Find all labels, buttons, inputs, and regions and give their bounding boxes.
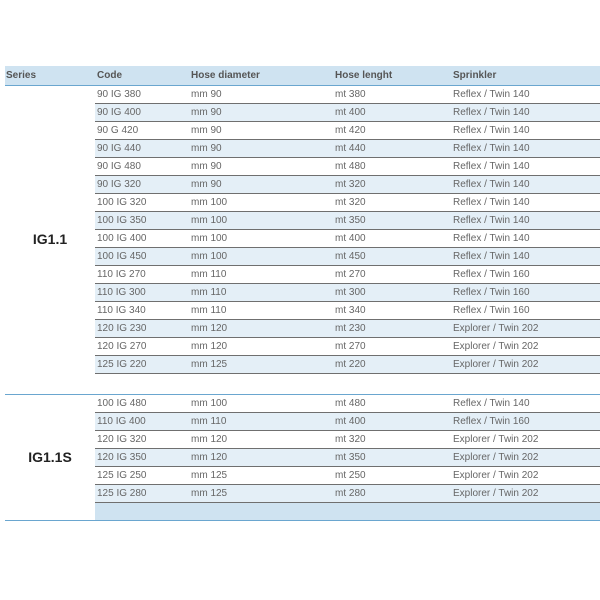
table-row bbox=[95, 212, 600, 230]
cell-code: 90 IG 400 bbox=[97, 107, 141, 118]
cell-hose-length: mt 220 bbox=[335, 359, 366, 370]
cell-hose-length: mt 400 bbox=[335, 233, 366, 244]
table-row bbox=[95, 449, 600, 467]
cell-hose-length: mt 400 bbox=[335, 107, 366, 118]
cell-sprinkler: Explorer / Twin 202 bbox=[453, 470, 539, 481]
cell-sprinkler: Reflex / Twin 140 bbox=[453, 251, 530, 262]
group-spacer bbox=[95, 374, 600, 394]
cell-hose-diameter: mm 100 bbox=[191, 215, 228, 226]
cell-hose-length: mt 400 bbox=[335, 416, 366, 427]
table-row bbox=[95, 122, 600, 140]
table-row bbox=[95, 104, 600, 122]
cell-sprinkler: Reflex / Twin 160 bbox=[453, 305, 530, 316]
series-group bbox=[5, 395, 600, 521]
cell-code: 125 IG 220 bbox=[97, 359, 147, 370]
cell-hose-length: mt 420 bbox=[335, 125, 366, 136]
cell-hose-length: mt 270 bbox=[335, 269, 366, 280]
cell-code: 90 IG 380 bbox=[97, 89, 141, 100]
table-row bbox=[95, 140, 600, 158]
cell-hose-length: mt 340 bbox=[335, 305, 366, 316]
cell-code: 125 IG 280 bbox=[97, 488, 147, 499]
cell-code: 120 IG 270 bbox=[97, 341, 147, 352]
cell-code: 120 IG 320 bbox=[97, 434, 147, 445]
cell-sprinkler: Reflex / Twin 140 bbox=[453, 161, 530, 172]
cell-code: 100 IG 400 bbox=[97, 233, 147, 244]
table-row bbox=[95, 356, 600, 374]
table-row bbox=[95, 320, 600, 338]
table-row bbox=[95, 86, 600, 104]
cell-code: 110 IG 270 bbox=[97, 269, 146, 280]
cell-hose-length: mt 480 bbox=[335, 161, 366, 172]
cell-sprinkler: Reflex / Twin 160 bbox=[453, 287, 530, 298]
product-table bbox=[5, 66, 600, 521]
cell-sprinkler: Reflex / Twin 160 bbox=[453, 269, 530, 280]
table-row bbox=[95, 395, 600, 413]
cell-hose-diameter: mm 125 bbox=[191, 359, 228, 370]
cell-hose-length: mt 350 bbox=[335, 452, 366, 463]
cell-hose-length: mt 450 bbox=[335, 251, 366, 262]
cell-hose-diameter: mm 90 bbox=[191, 179, 222, 190]
table-footer-band bbox=[95, 503, 600, 520]
cell-code: 125 IG 250 bbox=[97, 470, 147, 481]
cell-sprinkler: Reflex / Twin 140 bbox=[453, 143, 530, 154]
cell-code: 90 IG 440 bbox=[97, 143, 141, 154]
table-row bbox=[95, 266, 600, 284]
series-label: IG1.1 bbox=[32, 231, 68, 247]
cell-sprinkler: Reflex / Twin 140 bbox=[453, 107, 530, 118]
table-header bbox=[5, 66, 600, 86]
cell-hose-length: mt 250 bbox=[335, 470, 366, 481]
cell-code: 100 IG 350 bbox=[97, 215, 147, 226]
cell-hose-diameter: mm 90 bbox=[191, 161, 222, 172]
cell-code: 120 IG 350 bbox=[97, 452, 147, 463]
cell-hose-diameter: mm 120 bbox=[191, 323, 228, 334]
cell-hose-length: mt 320 bbox=[335, 197, 366, 208]
cell-code: 120 IG 230 bbox=[97, 323, 147, 334]
table-row bbox=[95, 248, 600, 266]
cell-code: 100 IG 480 bbox=[97, 398, 147, 409]
table-row bbox=[95, 302, 600, 320]
cell-sprinkler: Explorer / Twin 202 bbox=[453, 434, 539, 445]
table-row bbox=[95, 176, 600, 194]
table-row bbox=[95, 284, 600, 302]
cell-hose-diameter: mm 125 bbox=[191, 470, 228, 481]
cell-hose-diameter: mm 100 bbox=[191, 233, 228, 244]
table-row bbox=[95, 485, 600, 503]
cell-hose-diameter: mm 90 bbox=[191, 89, 222, 100]
header-hose-length: Hose lenght bbox=[335, 70, 393, 81]
cell-hose-length: mt 380 bbox=[335, 89, 366, 100]
cell-hose-diameter: mm 110 bbox=[191, 287, 227, 298]
cell-hose-diameter: mm 120 bbox=[191, 452, 228, 463]
cell-sprinkler: Explorer / Twin 202 bbox=[453, 341, 539, 352]
cell-code: 90 G 420 bbox=[97, 125, 139, 136]
cell-hose-diameter: mm 120 bbox=[191, 341, 228, 352]
cell-sprinkler: Reflex / Twin 140 bbox=[453, 197, 530, 208]
cell-code: 110 IG 340 bbox=[97, 305, 146, 316]
cell-hose-diameter: mm 110 bbox=[191, 416, 227, 427]
cell-sprinkler: Explorer / Twin 202 bbox=[453, 323, 539, 334]
series-rows bbox=[95, 86, 600, 394]
cell-sprinkler: Reflex / Twin 140 bbox=[453, 398, 530, 409]
header-code: Code bbox=[97, 70, 122, 81]
cell-hose-diameter: mm 110 bbox=[191, 305, 227, 316]
cell-hose-diameter: mm 90 bbox=[191, 107, 222, 118]
cell-sprinkler: Reflex / Twin 140 bbox=[453, 233, 530, 244]
cell-hose-diameter: mm 100 bbox=[191, 251, 228, 262]
cell-hose-length: mt 440 bbox=[335, 143, 366, 154]
table-row bbox=[95, 467, 600, 485]
cell-hose-length: mt 270 bbox=[335, 341, 366, 352]
table-row bbox=[95, 158, 600, 176]
cell-hose-diameter: mm 110 bbox=[191, 269, 227, 280]
cell-hose-length: mt 320 bbox=[335, 179, 366, 190]
series-label: IG1.1S bbox=[28, 448, 72, 465]
table-row bbox=[95, 194, 600, 212]
table-row bbox=[95, 431, 600, 449]
cell-hose-length: mt 350 bbox=[335, 215, 366, 226]
cell-hose-length: mt 300 bbox=[335, 287, 366, 298]
cell-hose-diameter: mm 90 bbox=[191, 143, 222, 154]
table-body bbox=[5, 86, 600, 521]
header-sprinkler: Sprinkler bbox=[453, 70, 497, 81]
cell-code: 110 IG 400 bbox=[97, 416, 146, 427]
cell-code: 100 IG 450 bbox=[97, 251, 147, 262]
cell-hose-diameter: mm 125 bbox=[191, 488, 228, 499]
series-group bbox=[5, 86, 600, 395]
cell-code: 90 IG 480 bbox=[97, 161, 141, 172]
cell-hose-diameter: mm 100 bbox=[191, 398, 228, 409]
cell-code: 100 IG 320 bbox=[97, 197, 147, 208]
table-row bbox=[95, 338, 600, 356]
cell-sprinkler: Reflex / Twin 140 bbox=[453, 89, 530, 100]
cell-hose-length: mt 230 bbox=[335, 323, 366, 334]
cell-code: 110 IG 300 bbox=[97, 287, 146, 298]
cell-code: 90 IG 320 bbox=[97, 179, 141, 190]
header-series: Series bbox=[6, 70, 37, 81]
cell-hose-length: mt 320 bbox=[335, 434, 366, 445]
table-row bbox=[95, 413, 600, 431]
cell-sprinkler: Reflex / Twin 160 bbox=[453, 416, 530, 427]
cell-hose-diameter: mm 120 bbox=[191, 434, 228, 445]
cell-hose-length: mt 280 bbox=[335, 488, 366, 499]
series-rows bbox=[95, 395, 600, 520]
cell-sprinkler: Reflex / Twin 140 bbox=[453, 179, 530, 190]
cell-sprinkler: Explorer / Twin 202 bbox=[453, 359, 539, 370]
cell-sprinkler: Reflex / Twin 140 bbox=[453, 215, 530, 226]
cell-sprinkler: Explorer / Twin 202 bbox=[453, 452, 539, 463]
cell-hose-diameter: mm 90 bbox=[191, 125, 222, 136]
cell-sprinkler: Explorer / Twin 202 bbox=[453, 488, 539, 499]
table-row bbox=[95, 230, 600, 248]
cell-sprinkler: Reflex / Twin 140 bbox=[453, 125, 530, 136]
cell-hose-length: mt 480 bbox=[335, 398, 366, 409]
header-hose-diameter: Hose diameter bbox=[191, 70, 260, 81]
cell-hose-diameter: mm 100 bbox=[191, 197, 228, 208]
